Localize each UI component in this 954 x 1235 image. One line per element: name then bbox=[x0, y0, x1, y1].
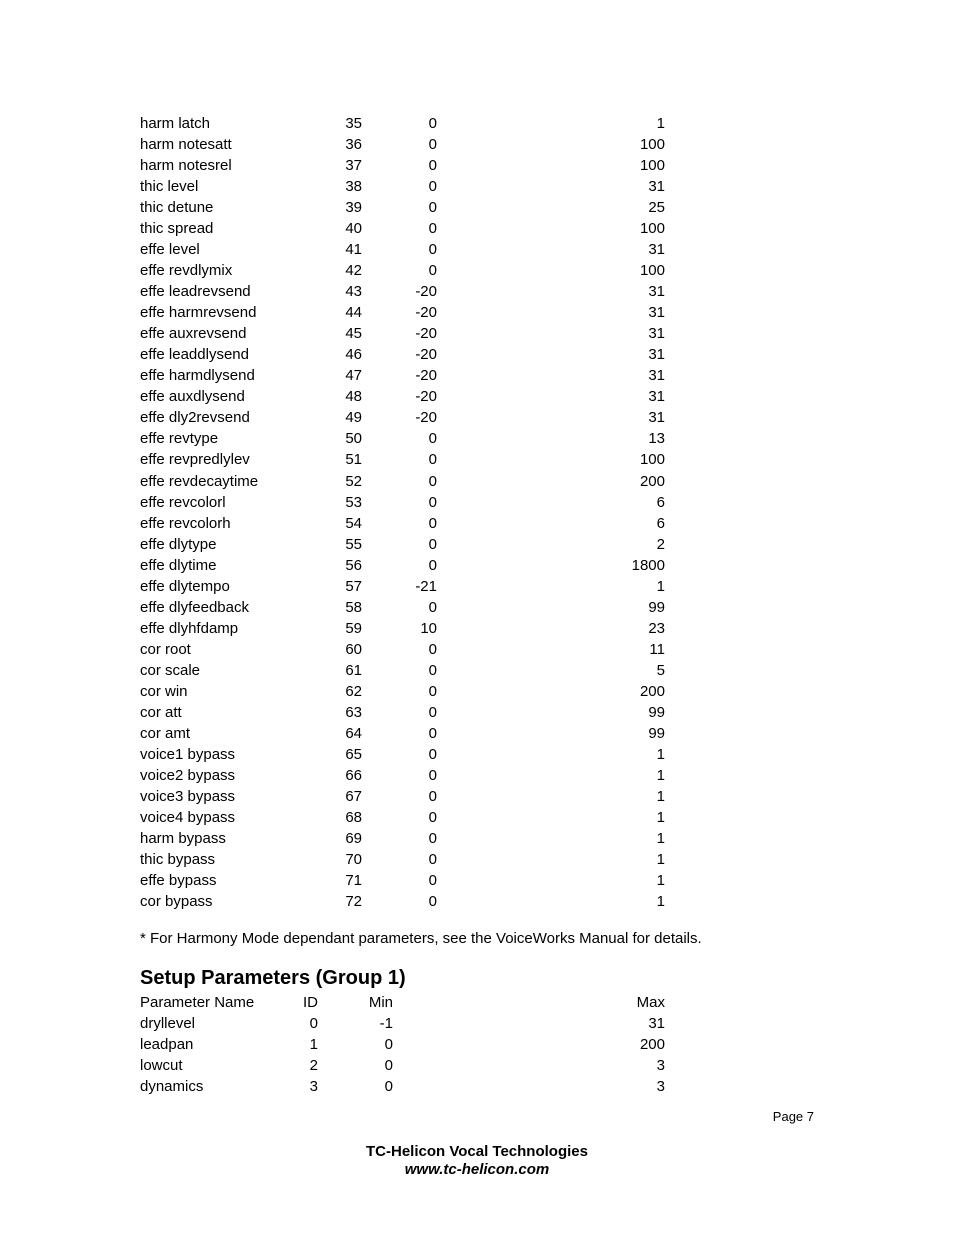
param-min: -21 bbox=[415, 577, 437, 595]
param-id: 40 bbox=[345, 220, 362, 238]
param-max: 99 bbox=[648, 598, 665, 616]
param-min: 0 bbox=[428, 851, 437, 869]
table-row bbox=[0, 386, 954, 407]
param-max: 1 bbox=[656, 872, 665, 890]
param-min: 0 bbox=[428, 115, 437, 132]
param-name: harm notesatt bbox=[140, 136, 232, 154]
table-row bbox=[0, 891, 954, 912]
param-id: 48 bbox=[345, 388, 362, 406]
param-max: 2 bbox=[656, 535, 665, 553]
param-id: 3 bbox=[309, 1078, 318, 1095]
param-name: voice1 bypass bbox=[140, 745, 236, 763]
table-row bbox=[0, 471, 954, 492]
param-max: 1 bbox=[656, 851, 665, 869]
param-name: effe dlytype bbox=[140, 535, 217, 553]
table-row bbox=[0, 134, 954, 155]
param-min: -1 bbox=[379, 1015, 393, 1032]
param-id: 50 bbox=[345, 430, 362, 448]
param-name: effe dlyhfdamp bbox=[140, 619, 239, 637]
table-row bbox=[0, 113, 954, 134]
param-id: 2 bbox=[309, 1057, 318, 1074]
table-row bbox=[0, 849, 954, 870]
table-row bbox=[0, 639, 954, 660]
param-name: leadpan bbox=[140, 1036, 194, 1053]
param-max: 100 bbox=[639, 262, 665, 280]
table-row bbox=[0, 597, 954, 618]
table-row bbox=[0, 513, 954, 534]
param-id: 1 bbox=[309, 1036, 318, 1053]
param-id: 46 bbox=[345, 346, 362, 364]
param-id: 0 bbox=[309, 1015, 318, 1032]
param-name: effe dlyfeedback bbox=[140, 598, 249, 616]
column-header-id: ID bbox=[303, 994, 318, 1011]
param-min: 0 bbox=[428, 766, 437, 784]
param-max: 31 bbox=[648, 1015, 665, 1032]
table-row bbox=[0, 365, 954, 386]
table-row bbox=[0, 281, 954, 302]
param-min: 0 bbox=[428, 514, 437, 532]
param-name: cor scale bbox=[140, 661, 201, 679]
param-name: dynamics bbox=[140, 1078, 204, 1095]
param-id: 59 bbox=[345, 619, 362, 637]
param-id: 57 bbox=[345, 577, 362, 595]
column-header-min: Min bbox=[368, 994, 393, 1011]
param-name: effe revdecaytime bbox=[140, 472, 259, 490]
param-max: 13 bbox=[648, 430, 665, 448]
param-min: 0 bbox=[428, 472, 437, 490]
param-id: 35 bbox=[345, 115, 362, 132]
param-min: -20 bbox=[415, 325, 437, 343]
param-max: 5 bbox=[656, 661, 665, 679]
param-name: cor win bbox=[140, 682, 188, 700]
param-min: 0 bbox=[428, 893, 437, 911]
table-row bbox=[0, 197, 954, 218]
param-max: 31 bbox=[648, 409, 665, 427]
setup-table-row bbox=[0, 1055, 954, 1076]
table-row bbox=[0, 428, 954, 449]
param-name: harm notesrel bbox=[140, 157, 232, 175]
table-row bbox=[0, 765, 954, 786]
param-max: 1 bbox=[656, 830, 665, 848]
param-id: 65 bbox=[345, 745, 362, 763]
param-min: -20 bbox=[415, 388, 437, 406]
param-id: 42 bbox=[345, 262, 362, 280]
param-max: 1 bbox=[656, 745, 665, 763]
param-min: -20 bbox=[415, 367, 437, 385]
param-max: 1 bbox=[656, 808, 665, 826]
param-name: effe harmrevsend bbox=[140, 304, 257, 322]
table-row bbox=[0, 260, 954, 281]
param-min: 0 bbox=[428, 640, 437, 658]
param-name: effe revpredlylev bbox=[140, 451, 250, 469]
param-name: effe dly2revsend bbox=[140, 409, 250, 427]
table-row bbox=[0, 155, 954, 176]
param-max: 3 bbox=[656, 1078, 665, 1095]
table-row bbox=[0, 723, 954, 744]
param-max: 31 bbox=[648, 283, 665, 301]
param-id: 71 bbox=[345, 872, 362, 890]
table-row bbox=[0, 681, 954, 702]
param-id: 70 bbox=[345, 851, 362, 869]
param-max: 100 bbox=[639, 220, 665, 238]
param-max: 31 bbox=[648, 346, 665, 364]
param-max: 99 bbox=[648, 724, 665, 742]
param-name: effe revcolorh bbox=[140, 514, 231, 532]
table-row bbox=[0, 218, 954, 239]
table-row bbox=[0, 807, 954, 828]
param-id: 43 bbox=[345, 283, 362, 301]
param-max: 200 bbox=[639, 472, 665, 490]
param-min: 0 bbox=[428, 430, 437, 448]
param-max: 1 bbox=[656, 893, 665, 911]
param-name: thic spread bbox=[140, 220, 214, 238]
param-name: voice3 bypass bbox=[140, 787, 236, 805]
param-min: 0 bbox=[428, 682, 437, 700]
param-id: 62 bbox=[345, 682, 362, 700]
table-row bbox=[0, 449, 954, 470]
param-max: 11 bbox=[649, 640, 665, 658]
param-id: 45 bbox=[345, 325, 362, 343]
setup-table-header bbox=[0, 992, 954, 1013]
param-name: effe dlytime bbox=[140, 556, 217, 574]
param-max: 3 bbox=[656, 1057, 665, 1074]
param-max: 100 bbox=[639, 136, 665, 154]
param-max: 1 bbox=[656, 577, 665, 595]
param-max: 100 bbox=[639, 451, 665, 469]
param-name: thic level bbox=[140, 178, 199, 196]
param-name: voice4 bypass bbox=[140, 808, 236, 826]
param-min: 0 bbox=[428, 872, 437, 890]
param-max: 100 bbox=[639, 157, 665, 175]
param-min: 0 bbox=[428, 220, 437, 238]
param-name: effe harmdlysend bbox=[140, 367, 255, 385]
param-min: -20 bbox=[415, 346, 437, 364]
param-id: 64 bbox=[345, 724, 362, 742]
page-number: Page 7 bbox=[772, 1109, 814, 1124]
setup-table-row bbox=[0, 1076, 954, 1097]
param-id: 37 bbox=[345, 157, 362, 175]
param-id: 41 bbox=[345, 241, 362, 259]
param-id: 63 bbox=[345, 703, 362, 721]
footer-company: TC-Helicon Vocal Technologies bbox=[366, 1143, 588, 1160]
param-min: 0 bbox=[384, 1057, 393, 1074]
param-id: 38 bbox=[345, 178, 362, 196]
table-row bbox=[0, 618, 954, 639]
param-min: 0 bbox=[428, 598, 437, 616]
param-min: 0 bbox=[384, 1078, 393, 1095]
table-row bbox=[0, 660, 954, 681]
table-row bbox=[0, 786, 954, 807]
param-name: effe bypass bbox=[140, 872, 217, 890]
param-min: 0 bbox=[428, 451, 437, 469]
table-row bbox=[0, 576, 954, 597]
param-min: 0 bbox=[428, 199, 437, 217]
param-max: 1 bbox=[656, 787, 665, 805]
param-id: 36 bbox=[345, 136, 362, 154]
param-id: 47 bbox=[345, 367, 362, 385]
param-name: cor att bbox=[140, 703, 182, 721]
param-id: 61 bbox=[345, 661, 362, 679]
param-min: -20 bbox=[415, 409, 437, 427]
param-max: 31 bbox=[648, 367, 665, 385]
param-max: 1 bbox=[656, 115, 665, 132]
param-id: 58 bbox=[345, 598, 362, 616]
table-row bbox=[0, 870, 954, 891]
param-max: 23 bbox=[648, 619, 665, 637]
param-max: 31 bbox=[648, 304, 665, 322]
param-id: 54 bbox=[345, 514, 362, 532]
param-max: 6 bbox=[656, 493, 665, 511]
param-min: 0 bbox=[428, 703, 437, 721]
table-row bbox=[0, 828, 954, 849]
param-max: 99 bbox=[648, 703, 665, 721]
param-max: 31 bbox=[648, 325, 665, 343]
param-id: 55 bbox=[345, 535, 362, 553]
param-min: 0 bbox=[428, 262, 437, 280]
table-row bbox=[0, 702, 954, 723]
param-min: 10 bbox=[420, 619, 437, 637]
param-id: 68 bbox=[345, 808, 362, 826]
table-row bbox=[0, 239, 954, 260]
param-max: 6 bbox=[656, 514, 665, 532]
param-max: 200 bbox=[639, 1036, 665, 1053]
param-name: harm bypass bbox=[140, 830, 226, 848]
param-name: cor bypass bbox=[140, 893, 213, 911]
param-name: voice2 bypass bbox=[140, 766, 236, 784]
param-max: 1800 bbox=[631, 556, 665, 574]
param-min: -20 bbox=[415, 283, 437, 301]
param-min: 0 bbox=[428, 830, 437, 848]
param-id: 60 bbox=[345, 640, 362, 658]
table-row bbox=[0, 302, 954, 323]
param-name: effe revtype bbox=[140, 430, 219, 448]
param-name: effe leaddlysend bbox=[140, 346, 249, 364]
table-row bbox=[0, 555, 954, 576]
table-row bbox=[0, 534, 954, 555]
param-min: -20 bbox=[415, 304, 437, 322]
param-min: 0 bbox=[428, 493, 437, 511]
param-id: 56 bbox=[345, 556, 362, 574]
param-min: 0 bbox=[428, 535, 437, 553]
column-header-name: Parameter Name bbox=[140, 994, 255, 1011]
param-id: 51 bbox=[345, 451, 362, 469]
param-max: 1 bbox=[656, 766, 665, 784]
table-row bbox=[0, 744, 954, 765]
param-name: effe auxrevsend bbox=[140, 325, 247, 343]
param-name: effe auxdlysend bbox=[140, 388, 245, 406]
param-id: 66 bbox=[345, 766, 362, 784]
footer-url: www.tc-helicon.com bbox=[404, 1161, 550, 1178]
param-max: 31 bbox=[648, 178, 665, 196]
setup-section-heading: Setup Parameters (Group 1) bbox=[140, 967, 406, 989]
param-id: 69 bbox=[345, 830, 362, 848]
param-max: 25 bbox=[648, 199, 665, 217]
param-name: effe level bbox=[140, 241, 200, 259]
param-min: 0 bbox=[428, 556, 437, 574]
param-id: 44 bbox=[345, 304, 362, 322]
column-header-max: Max bbox=[636, 994, 665, 1011]
param-name: effe revcolorl bbox=[140, 493, 226, 511]
param-id: 49 bbox=[345, 409, 362, 427]
param-name: effe leadrevsend bbox=[140, 283, 251, 301]
param-max: 31 bbox=[648, 241, 665, 259]
param-min: 0 bbox=[428, 178, 437, 196]
param-name: cor amt bbox=[140, 724, 191, 742]
param-min: 0 bbox=[428, 661, 437, 679]
param-id: 53 bbox=[345, 493, 362, 511]
param-id: 67 bbox=[345, 787, 362, 805]
param-min: 0 bbox=[428, 136, 437, 154]
table-row bbox=[0, 176, 954, 197]
param-id: 52 bbox=[345, 472, 362, 490]
param-name: thic detune bbox=[140, 199, 214, 217]
param-name: effe dlytempo bbox=[140, 577, 230, 595]
param-name: thic bypass bbox=[140, 851, 216, 869]
param-min: 0 bbox=[428, 241, 437, 259]
param-max: 200 bbox=[639, 682, 665, 700]
table-row bbox=[0, 344, 954, 365]
param-name: lowcut bbox=[140, 1057, 183, 1074]
param-max: 31 bbox=[648, 388, 665, 406]
param-min: 0 bbox=[428, 157, 437, 175]
table-row bbox=[0, 323, 954, 344]
param-min: 0 bbox=[428, 724, 437, 742]
table-row bbox=[0, 492, 954, 513]
table-row bbox=[0, 407, 954, 428]
param-min: 0 bbox=[428, 745, 437, 763]
setup-table-row bbox=[0, 1034, 954, 1055]
param-name: effe revdlymix bbox=[140, 262, 233, 280]
param-min: 0 bbox=[428, 787, 437, 805]
param-name: harm latch bbox=[140, 115, 211, 132]
param-min: 0 bbox=[384, 1036, 393, 1053]
param-id: 39 bbox=[345, 199, 362, 217]
param-name: dryllevel bbox=[140, 1015, 196, 1032]
param-name: cor root bbox=[140, 640, 191, 658]
setup-table-row bbox=[0, 1013, 954, 1034]
param-min: 0 bbox=[428, 808, 437, 826]
harmony-mode-note: * For Harmony Mode dependant parameters, see the VoiceWorks Manual for details. bbox=[140, 930, 702, 947]
param-id: 72 bbox=[345, 893, 362, 911]
